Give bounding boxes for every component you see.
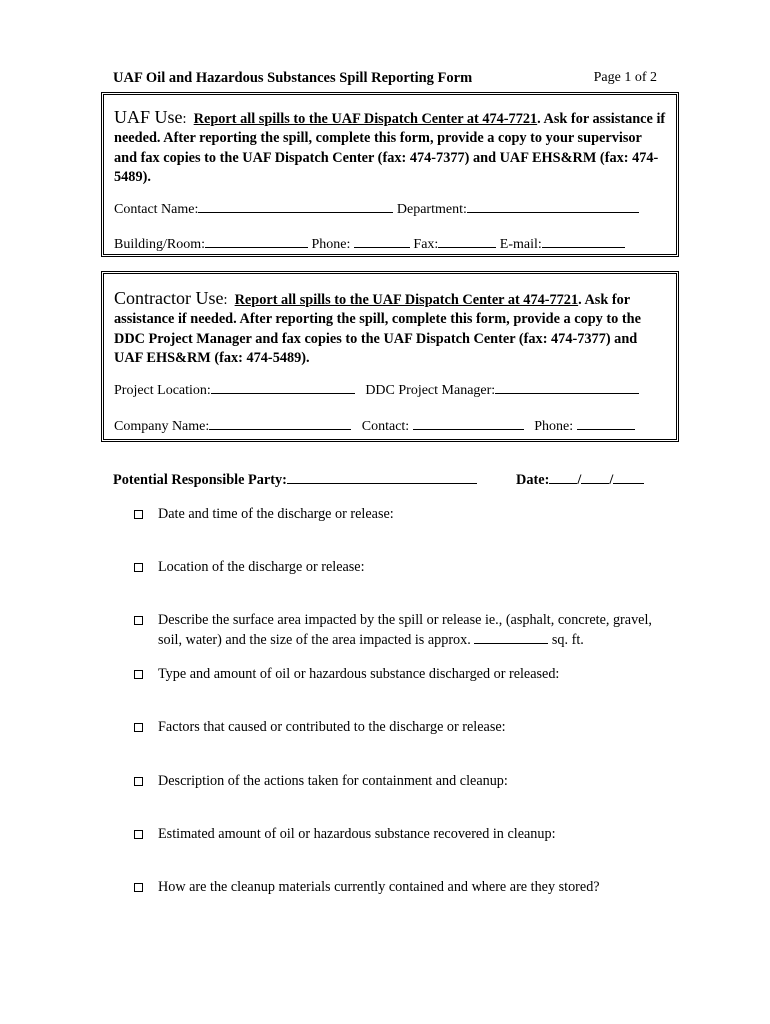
- checkbox[interactable]: [134, 830, 143, 839]
- item-label: Description of the actions taken for containment and cleanup:: [158, 773, 508, 789]
- company-name-label: Company Name:: [114, 419, 210, 434]
- uaf-fax-label: Fax:: [413, 237, 439, 252]
- uaf-phone-field[interactable]: [354, 234, 410, 248]
- uaf-use-section: [101, 92, 679, 257]
- contractor-heading-colon: :: [223, 292, 228, 308]
- uaf-instruction-rest: . Ask for assistance if needed. After reporting the spill, complete this form, provide a copy to your supervisor and fax copies to the UAF Dispatch Center (fax: 474-7377) and UAF EHS&RM (fax: 474-5489).: [114, 111, 666, 186]
- responsible-party-row: [113, 470, 653, 489]
- uaf-phone-label: Phone:: [311, 237, 351, 252]
- building-room-field[interactable]: [205, 234, 308, 248]
- date-day-field[interactable]: [581, 470, 609, 484]
- contractor-use-section: [101, 271, 679, 442]
- form-title: UAF Oil and Hazardous Substances Spill Reporting Form: [113, 70, 473, 86]
- page-number: Page 1 of 2: [593, 70, 657, 85]
- date-label: Date:: [516, 472, 550, 488]
- item-label: Type and amount of oil or hazardous substance discharged or released:: [158, 666, 560, 682]
- uaf-fax-field[interactable]: [438, 234, 496, 248]
- date-separator: /: [609, 472, 614, 488]
- item-label-multiline: [158, 610, 658, 650]
- uaf-heading-colon: :: [182, 111, 187, 127]
- prp-field[interactable]: [287, 470, 477, 484]
- uaf-dispatch-instruction: Report all spills to the UAF Dispatch Center at 474-7721: [193, 111, 538, 127]
- contractor-contact-label: Contact:: [361, 419, 410, 434]
- uaf-building-row: [114, 234, 666, 253]
- contractor-heading: Contractor Use: [114, 288, 224, 308]
- item-label: Location of the discharge or release:: [158, 559, 365, 575]
- contractor-phone-field[interactable]: [577, 416, 635, 430]
- checkbox[interactable]: [134, 777, 143, 786]
- project-location-field[interactable]: [211, 380, 355, 394]
- item-label: Date and time of the discharge or release:: [158, 506, 394, 522]
- project-row: [114, 380, 666, 399]
- uaf-instructions: [114, 108, 666, 188]
- checkbox[interactable]: [134, 563, 143, 572]
- contractor-dispatch-instruction: Report all spills to the UAF Dispatch Center at 474-7721: [234, 292, 579, 308]
- date-year-field[interactable]: [613, 470, 644, 484]
- department-field[interactable]: [467, 199, 639, 213]
- item-label: Factors that caused or contributed to the discharge or release:: [158, 719, 506, 735]
- company-name-field[interactable]: [209, 416, 351, 430]
- sqft-suffix: sq. ft.: [551, 632, 584, 648]
- prp-label: Potential Responsible Party:: [113, 472, 287, 488]
- form-header: [113, 70, 657, 87]
- uaf-contact-row: [114, 199, 666, 218]
- date-separator: /: [577, 472, 582, 488]
- contractor-instruction-rest: . Ask for assistance if needed. After reporting the spill, complete this form, provide a copy to the DDC Project Manager and fax copies to the UAF Dispatch Center (fax: 474-7377) and UAF EHS&RM (fax: 474-5489).: [114, 292, 641, 367]
- date-month-field[interactable]: [549, 470, 577, 484]
- contractor-phone-label: Phone:: [534, 419, 574, 434]
- uaf-heading: UAF Use: [114, 107, 183, 127]
- item-label: Estimated amount of oil or hazardous substance recovered in cleanup:: [158, 826, 556, 842]
- checkbox[interactable]: [134, 670, 143, 679]
- contractor-contact-field[interactable]: [413, 416, 524, 430]
- contact-name-label: Contact Name:: [114, 202, 199, 217]
- ddc-manager-field[interactable]: [495, 380, 639, 394]
- department-label: Department:: [396, 202, 467, 217]
- item-label: How are the cleanup materials currently contained and where are they stored?: [158, 879, 600, 895]
- checkbox[interactable]: [134, 883, 143, 892]
- checkbox[interactable]: [134, 510, 143, 519]
- uaf-email-label: E-mail:: [499, 237, 542, 252]
- checkbox[interactable]: [134, 616, 143, 625]
- contact-name-field[interactable]: [198, 199, 393, 213]
- surface-area-text: Describe the surface area impacted by the spill or release ie., (asphalt, concrete, gravel, soil, water) and the size of the area impacted is approx.: [158, 612, 652, 648]
- area-sqft-field[interactable]: [474, 630, 548, 644]
- project-location-label: Project Location:: [114, 383, 211, 398]
- date-group: [516, 470, 644, 489]
- checkbox[interactable]: [134, 723, 143, 732]
- uaf-email-field[interactable]: [542, 234, 625, 248]
- contractor-instructions: [114, 289, 666, 369]
- company-row: [114, 416, 666, 435]
- building-room-label: Building/Room:: [114, 237, 206, 252]
- ddc-manager-label: DDC Project Manager:: [365, 383, 496, 398]
